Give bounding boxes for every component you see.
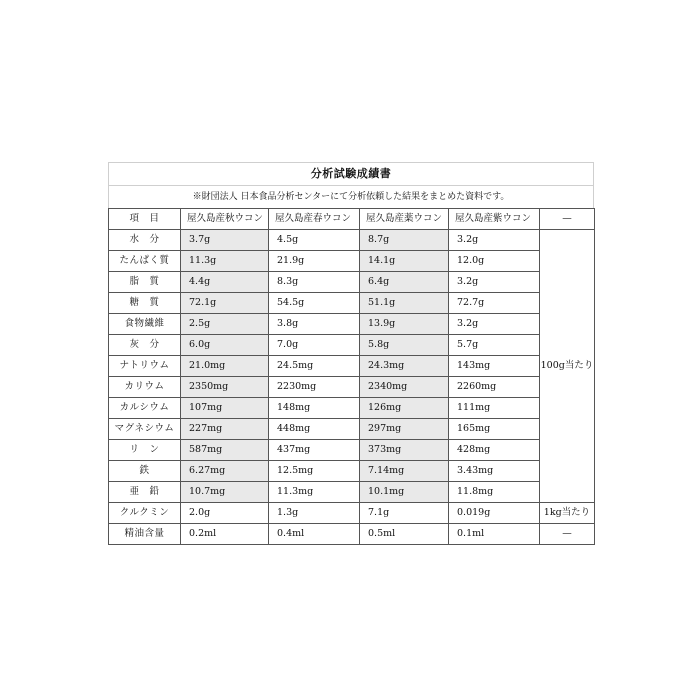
value-cell: 5.8g	[360, 335, 449, 356]
row-label: 食物繊維	[109, 314, 181, 335]
value-cell: 12.5mg	[269, 461, 360, 482]
unit-cell: 1kg当たり	[540, 503, 595, 524]
header-item: 項 目	[109, 209, 181, 230]
value-cell: 165mg	[449, 419, 540, 440]
value-cell: 2.0g	[181, 503, 269, 524]
value-cell: 3.43mg	[449, 461, 540, 482]
header-column: 屋久島産春ウコン	[269, 209, 360, 230]
table-row	[109, 293, 595, 314]
value-cell: 373mg	[360, 440, 449, 461]
value-cell: 2230mg	[269, 377, 360, 398]
row-label: リ ン	[109, 440, 181, 461]
table-row	[109, 272, 595, 293]
value-cell: 587mg	[181, 440, 269, 461]
value-cell: 6.4g	[360, 272, 449, 293]
row-label: 灰 分	[109, 335, 181, 356]
value-cell: 4.5g	[269, 230, 360, 251]
value-cell: 3.8g	[269, 314, 360, 335]
value-cell: 428mg	[449, 440, 540, 461]
value-cell: 0.4ml	[269, 524, 360, 545]
table-row	[109, 314, 595, 335]
value-cell: 10.1mg	[360, 482, 449, 503]
header-column: 屋久島産薬ウコン	[360, 209, 449, 230]
value-cell: 437mg	[269, 440, 360, 461]
row-label: たんぱく質	[109, 251, 181, 272]
value-cell: 107mg	[181, 398, 269, 419]
value-cell: 6.0g	[181, 335, 269, 356]
value-cell: 13.9g	[360, 314, 449, 335]
value-cell: 7.14mg	[360, 461, 449, 482]
row-label: マグネシウム	[109, 419, 181, 440]
value-cell: 3.2g	[449, 272, 540, 293]
header-column: 屋久島産秋ウコン	[181, 209, 269, 230]
row-label: カルシウム	[109, 398, 181, 419]
header-unit: —	[540, 209, 595, 230]
table-row	[109, 251, 595, 272]
value-cell: 1.3g	[269, 503, 360, 524]
value-cell: 11.8mg	[449, 482, 540, 503]
row-label: ナトリウム	[109, 356, 181, 377]
value-cell: 2260mg	[449, 377, 540, 398]
value-cell: 2350mg	[181, 377, 269, 398]
value-cell: 126mg	[360, 398, 449, 419]
table-row	[109, 461, 595, 482]
value-cell: 2340mg	[360, 377, 449, 398]
value-cell: 3.7g	[181, 230, 269, 251]
row-label: 脂 質	[109, 272, 181, 293]
row-label: 水 分	[109, 230, 181, 251]
row-label: 鉄	[109, 461, 181, 482]
table-row	[109, 419, 595, 440]
row-label: 亜 鉛	[109, 482, 181, 503]
value-cell: 7.0g	[269, 335, 360, 356]
value-cell: 148mg	[269, 398, 360, 419]
value-cell: 12.0g	[449, 251, 540, 272]
value-cell: 11.3g	[181, 251, 269, 272]
value-cell: 5.7g	[449, 335, 540, 356]
value-cell: 297mg	[360, 419, 449, 440]
value-cell: 3.2g	[449, 314, 540, 335]
table-row	[109, 503, 595, 524]
row-label: クルクミン	[109, 503, 181, 524]
value-cell: 8.3g	[269, 272, 360, 293]
header-column: 屋久島産紫ウコン	[449, 209, 540, 230]
value-cell: 72.7g	[449, 293, 540, 314]
value-cell: 54.5g	[269, 293, 360, 314]
analysis-table	[108, 208, 595, 545]
value-cell: 11.3mg	[269, 482, 360, 503]
value-cell: 24.3mg	[360, 356, 449, 377]
value-cell: 10.7mg	[181, 482, 269, 503]
table-row	[109, 398, 595, 419]
analysis-report	[108, 162, 594, 545]
value-cell: 24.5mg	[269, 356, 360, 377]
value-cell: 2.5g	[181, 314, 269, 335]
value-cell: 227mg	[181, 419, 269, 440]
row-label: 糖 質	[109, 293, 181, 314]
value-cell: 0.019g	[449, 503, 540, 524]
value-cell: 21.0mg	[181, 356, 269, 377]
value-cell: 143mg	[449, 356, 540, 377]
unit-cell: —	[540, 524, 595, 545]
table-row	[109, 356, 595, 377]
table-row	[109, 377, 595, 398]
value-cell: 0.1ml	[449, 524, 540, 545]
row-label: 精油含量	[109, 524, 181, 545]
analysis-table-body	[109, 209, 595, 545]
value-cell: 14.1g	[360, 251, 449, 272]
value-cell: 111mg	[449, 398, 540, 419]
report-note: ※財団法人 日本食品分析センターにて分析依頼した結果をまとめた資料です。	[108, 186, 594, 208]
value-cell: 4.4g	[181, 272, 269, 293]
value-cell: 51.1g	[360, 293, 449, 314]
row-label: カリウム	[109, 377, 181, 398]
value-cell: 21.9g	[269, 251, 360, 272]
table-row	[109, 335, 595, 356]
value-cell: 8.7g	[360, 230, 449, 251]
table-row	[109, 482, 595, 503]
unit-cell: 100g当たり	[540, 230, 595, 503]
header-row	[109, 209, 595, 230]
value-cell: 7.1g	[360, 503, 449, 524]
report-title: 分析試験成績書	[108, 162, 594, 186]
table-row	[109, 524, 595, 545]
table-row	[109, 230, 595, 251]
table-row	[109, 440, 595, 461]
value-cell: 0.5ml	[360, 524, 449, 545]
value-cell: 448mg	[269, 419, 360, 440]
value-cell: 3.2g	[449, 230, 540, 251]
value-cell: 6.27mg	[181, 461, 269, 482]
value-cell: 72.1g	[181, 293, 269, 314]
value-cell: 0.2ml	[181, 524, 269, 545]
